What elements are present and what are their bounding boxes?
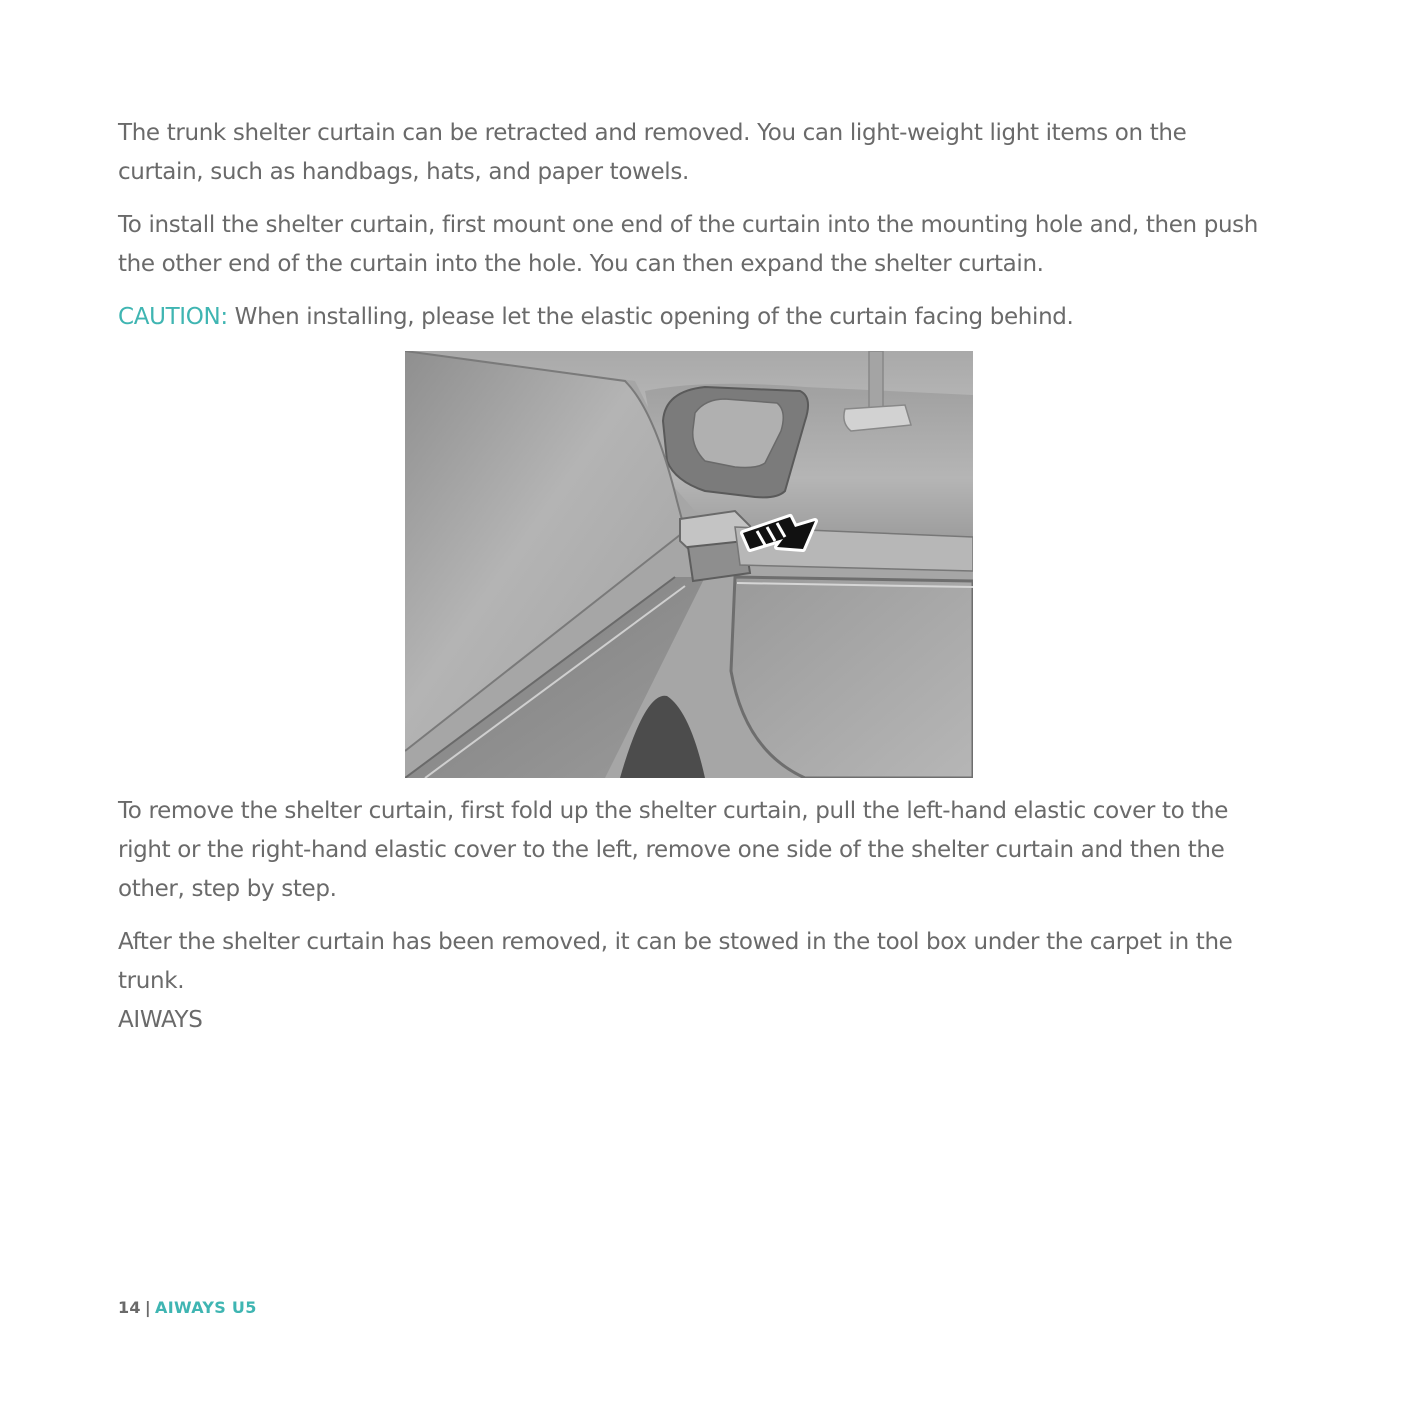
headrest-post	[869, 351, 883, 411]
shelter-curtain-illustration	[405, 351, 973, 778]
document-body	[118, 114, 1268, 1054]
page-number: 14	[118, 1298, 141, 1317]
caution-paragraph	[118, 298, 1268, 337]
intro-paragraph: The trunk shelter curtain can be retracted and removed. You can light-weight light items on the curtain, such as handbags, hats, and paper towels.	[118, 120, 1187, 185]
stow-text: After the shelter curtain has been removed, it can be stowed in the tool box under the carpet in the trunk.	[118, 929, 1233, 994]
stow-paragraph	[118, 923, 1268, 1040]
shelter-curtain	[731, 577, 973, 778]
stow-brand: AIWAYS	[118, 1007, 203, 1033]
page-footer	[118, 1298, 257, 1317]
footer-separator: |	[144, 1298, 152, 1317]
footer-brand: AIWAYS U5	[155, 1298, 257, 1317]
install-paragraph: To install the shelter curtain, first mount one end of the curtain into the mounting hole and, then push the other end of the curtain into the hole. You can then expand the shelter curtain.	[118, 212, 1259, 277]
caution-label: CAUTION:	[118, 304, 228, 330]
remove-paragraph: To remove the shelter curtain, first fold up the shelter curtain, pull the left-hand elastic cover to the right or the right-hand elastic cover to the left, remove one side of the shelter curtain and then the other, step by step.	[118, 798, 1228, 902]
caution-text: When installing, please let the elastic opening of the curtain facing behind.	[227, 304, 1074, 330]
